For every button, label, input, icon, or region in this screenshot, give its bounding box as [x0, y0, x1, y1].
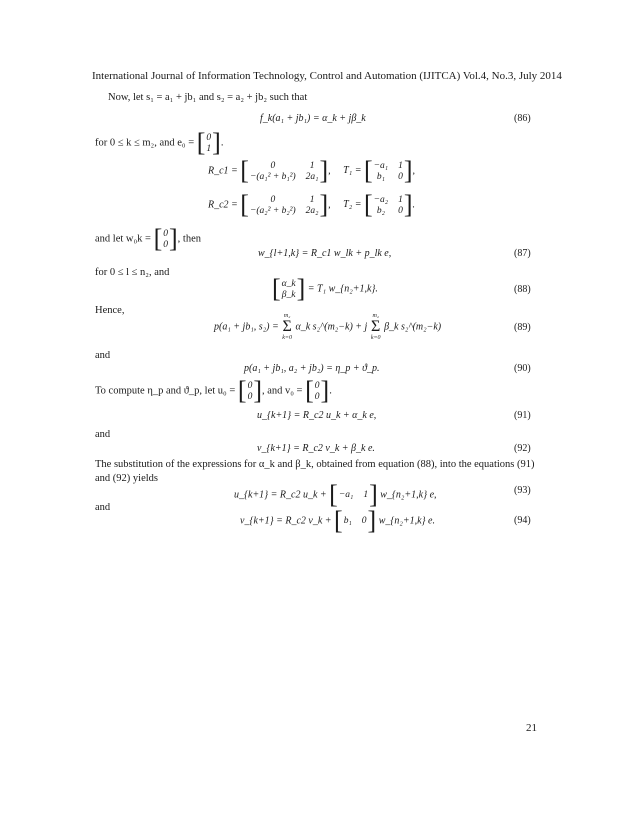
equation-89-lhs: p(a₁ + jb₁, s₂) = — [214, 321, 279, 333]
page-number: 21 — [526, 722, 537, 734]
summation-1: m₂ Σ k=0 — [282, 313, 292, 341]
t2-matrix: [ −a₂ 1 b₂ 0 ] — [363, 190, 413, 219]
v0-vector: [ 0 0 ] — [305, 376, 330, 405]
rc1-matrix: [ 0 1 −(a₁² + b₁²) 2a₁ ] — [240, 156, 329, 185]
matrix-cell: 0 — [163, 239, 168, 250]
rc1-label: R_c1 = — [208, 165, 238, 177]
and-let-line — [95, 226, 201, 252]
matrix-cell: 1 — [206, 143, 212, 154]
and-let-text: and let w₀k = — [95, 233, 151, 245]
equation-88 — [272, 276, 378, 302]
matrix-cell: 0 — [398, 205, 403, 216]
u0-vector: [ 0 0 ] — [237, 376, 262, 405]
equation-89-term2: β_k s₂^(m₂−k) — [384, 321, 442, 333]
matrix-cell: 0 — [247, 391, 253, 402]
matrix-cell: 1 — [363, 490, 369, 500]
matrix-cell: 1 — [398, 194, 403, 205]
matrix-cell: 0 — [270, 160, 276, 171]
summation-lower: k=0 — [282, 335, 292, 341]
for-k-line: for 0 ≤ k ≤ m₂, and e₀ = [ 0 1 ] . — [95, 128, 224, 157]
equation-94-rhs: w_{n₂+1,k} e. — [378, 515, 435, 527]
rc2-definition: R_c2 = [ 0 1 −(a₂² + b₂²) 2a₂ ] , T₂ = [ −a₂ 1 b₂ 0 ] . — [208, 190, 416, 219]
matrix-cell: 1 — [309, 160, 315, 171]
to-compute-text: To compute η_p and ϑ_p, let u₀ = — [95, 385, 236, 397]
and-text-1: and — [95, 350, 111, 361]
matrix-cell: 0 — [163, 228, 168, 239]
equation-89-term1: α_k s₂^(m₂−k) + j — [295, 321, 368, 333]
equation-94-lhs: v_{k+1} = R_c2 v_k + — [240, 515, 332, 527]
to-compute-line: To compute η_p and ϑ_p, let u₀ = [ 0 0 ] , and v₀ = [ 0 0 ] . — [95, 376, 332, 405]
substitution-line-1: The substitution of the expressions for α_k and β_k, obtained from equation (88), into the equations (91) — [95, 459, 535, 470]
matrix-cell: 0 — [361, 516, 367, 526]
and-text-2: and — [95, 429, 111, 440]
equation-number-90: (90) — [514, 363, 531, 374]
t1-matrix: [ −a₁ 1 b₁ 0 ] — [363, 156, 413, 185]
now-let-line: Now, let s₁ = a₁ + jb₁ and s₂ = a₂ + jb₂ such that — [108, 92, 308, 103]
matrix-cell: b₁ — [343, 516, 352, 526]
to-compute-and: , and v₀ = — [261, 385, 303, 397]
matrix-cell: b₁ — [376, 171, 385, 182]
equation-number-92: (92) — [514, 443, 531, 454]
matrix-cell: b₂ — [376, 205, 385, 216]
matrix-cell: 1 — [398, 160, 403, 171]
and-let-then: , then — [177, 233, 201, 245]
and-text-3: and — [95, 502, 111, 513]
row-vector-93: [ −a₁ 1 ] — [329, 480, 378, 509]
matrix-cell: −(a₁² + b₁²) — [249, 171, 296, 182]
summation-upper: m₂ — [283, 313, 291, 319]
equation-93-rhs: w_{n₂+1,k} e, — [380, 489, 437, 501]
substitution-line-2: and (92) yields — [95, 473, 158, 484]
summation-upper: m₂ — [372, 313, 379, 319]
e0-vector: [ 0 1 ] — [196, 128, 221, 157]
equation-93-lhs: u_{k+1} = R_c2 u_k + — [234, 489, 327, 501]
alpha-beta-vector: [ α_k β_k ] — [272, 274, 306, 303]
for-k-text: for 0 ≤ k ≤ m₂, and e₀ = — [95, 137, 195, 149]
equation-number-86: (86) — [514, 113, 531, 124]
t2-label: T₂ = — [343, 199, 362, 211]
rc2-matrix: [ 0 1 −(a₂² + b₂²) 2a₂ ] — [240, 190, 329, 219]
matrix-cell: 0 — [206, 132, 212, 143]
matrix-cell: α_k — [281, 278, 296, 289]
equation-number-88: (88) — [514, 284, 531, 295]
equation-92: v_{k+1} = R_c2 v_k + β_k e. — [257, 443, 375, 454]
for-l-line: for 0 ≤ l ≤ n₂, and — [95, 267, 170, 278]
equation-number-94: (94) — [514, 515, 531, 526]
equation-94 — [240, 508, 435, 534]
page-header: International Journal of Information Technology, Control and Automation (IJITCA) Vol.4, No.3, July 2014 — [92, 70, 562, 82]
matrix-cell: 0 — [314, 380, 320, 391]
matrix-cell: −a₂ — [373, 194, 389, 205]
matrix-cell: 2a₂ — [305, 205, 319, 216]
matrix-cell: 0 — [247, 380, 253, 391]
equation-89 — [214, 313, 441, 341]
equation-number-93: (93) — [514, 485, 531, 496]
matrix-cell: −(a₂² + b₂²) — [249, 205, 296, 216]
summation-lower: k=0 — [370, 335, 381, 341]
matrix-cell: 0 — [398, 171, 403, 182]
summation-2: m₂ Σ k=0 — [370, 313, 381, 341]
equation-91: u_{k+1} = R_c2 u_k + α_k e, — [257, 410, 377, 421]
equation-number-89: (89) — [514, 322, 531, 333]
matrix-cell: −a₁ — [373, 160, 389, 171]
t1-label: T₁ = — [343, 165, 362, 177]
matrix-cell: β_k — [281, 289, 296, 300]
matrix-cell: 0 — [314, 391, 320, 402]
row-vector-94: [ b₁ 0 ] — [334, 506, 377, 535]
equation-88-rhs: = T₁ w_{n₂+1,k}. — [307, 283, 378, 295]
equation-93 — [234, 482, 437, 508]
equation-number-91: (91) — [514, 410, 531, 421]
rc1-definition: R_c1 = [ 0 1 −(a₁² + b₁²) 2a₁ ] , T₁ = [ −a₁ 1 b₁ 0 ] , — [208, 156, 416, 185]
matrix-cell: −a₁ — [338, 490, 354, 500]
w0k-vector: [ 0 0 ] — [153, 224, 178, 253]
hence-text: Hence, — [95, 305, 125, 316]
equation-90: p(a₁ + jb₁, a₂ + jb₂) = η_p + ϑ_p. — [244, 363, 380, 374]
equation-87: w_{l+1,k} = R_c1 w_lk + p_lk e, — [258, 248, 392, 259]
equation-number-87: (87) — [514, 248, 531, 259]
rc2-label: R_c2 = — [208, 199, 238, 211]
matrix-cell: 0 — [270, 194, 276, 205]
equation-86: f_k(a₁ + jb₁) = α_k + jβ_k — [260, 113, 366, 124]
matrix-cell: 1 — [309, 194, 315, 205]
matrix-cell: 2a₁ — [305, 171, 319, 182]
